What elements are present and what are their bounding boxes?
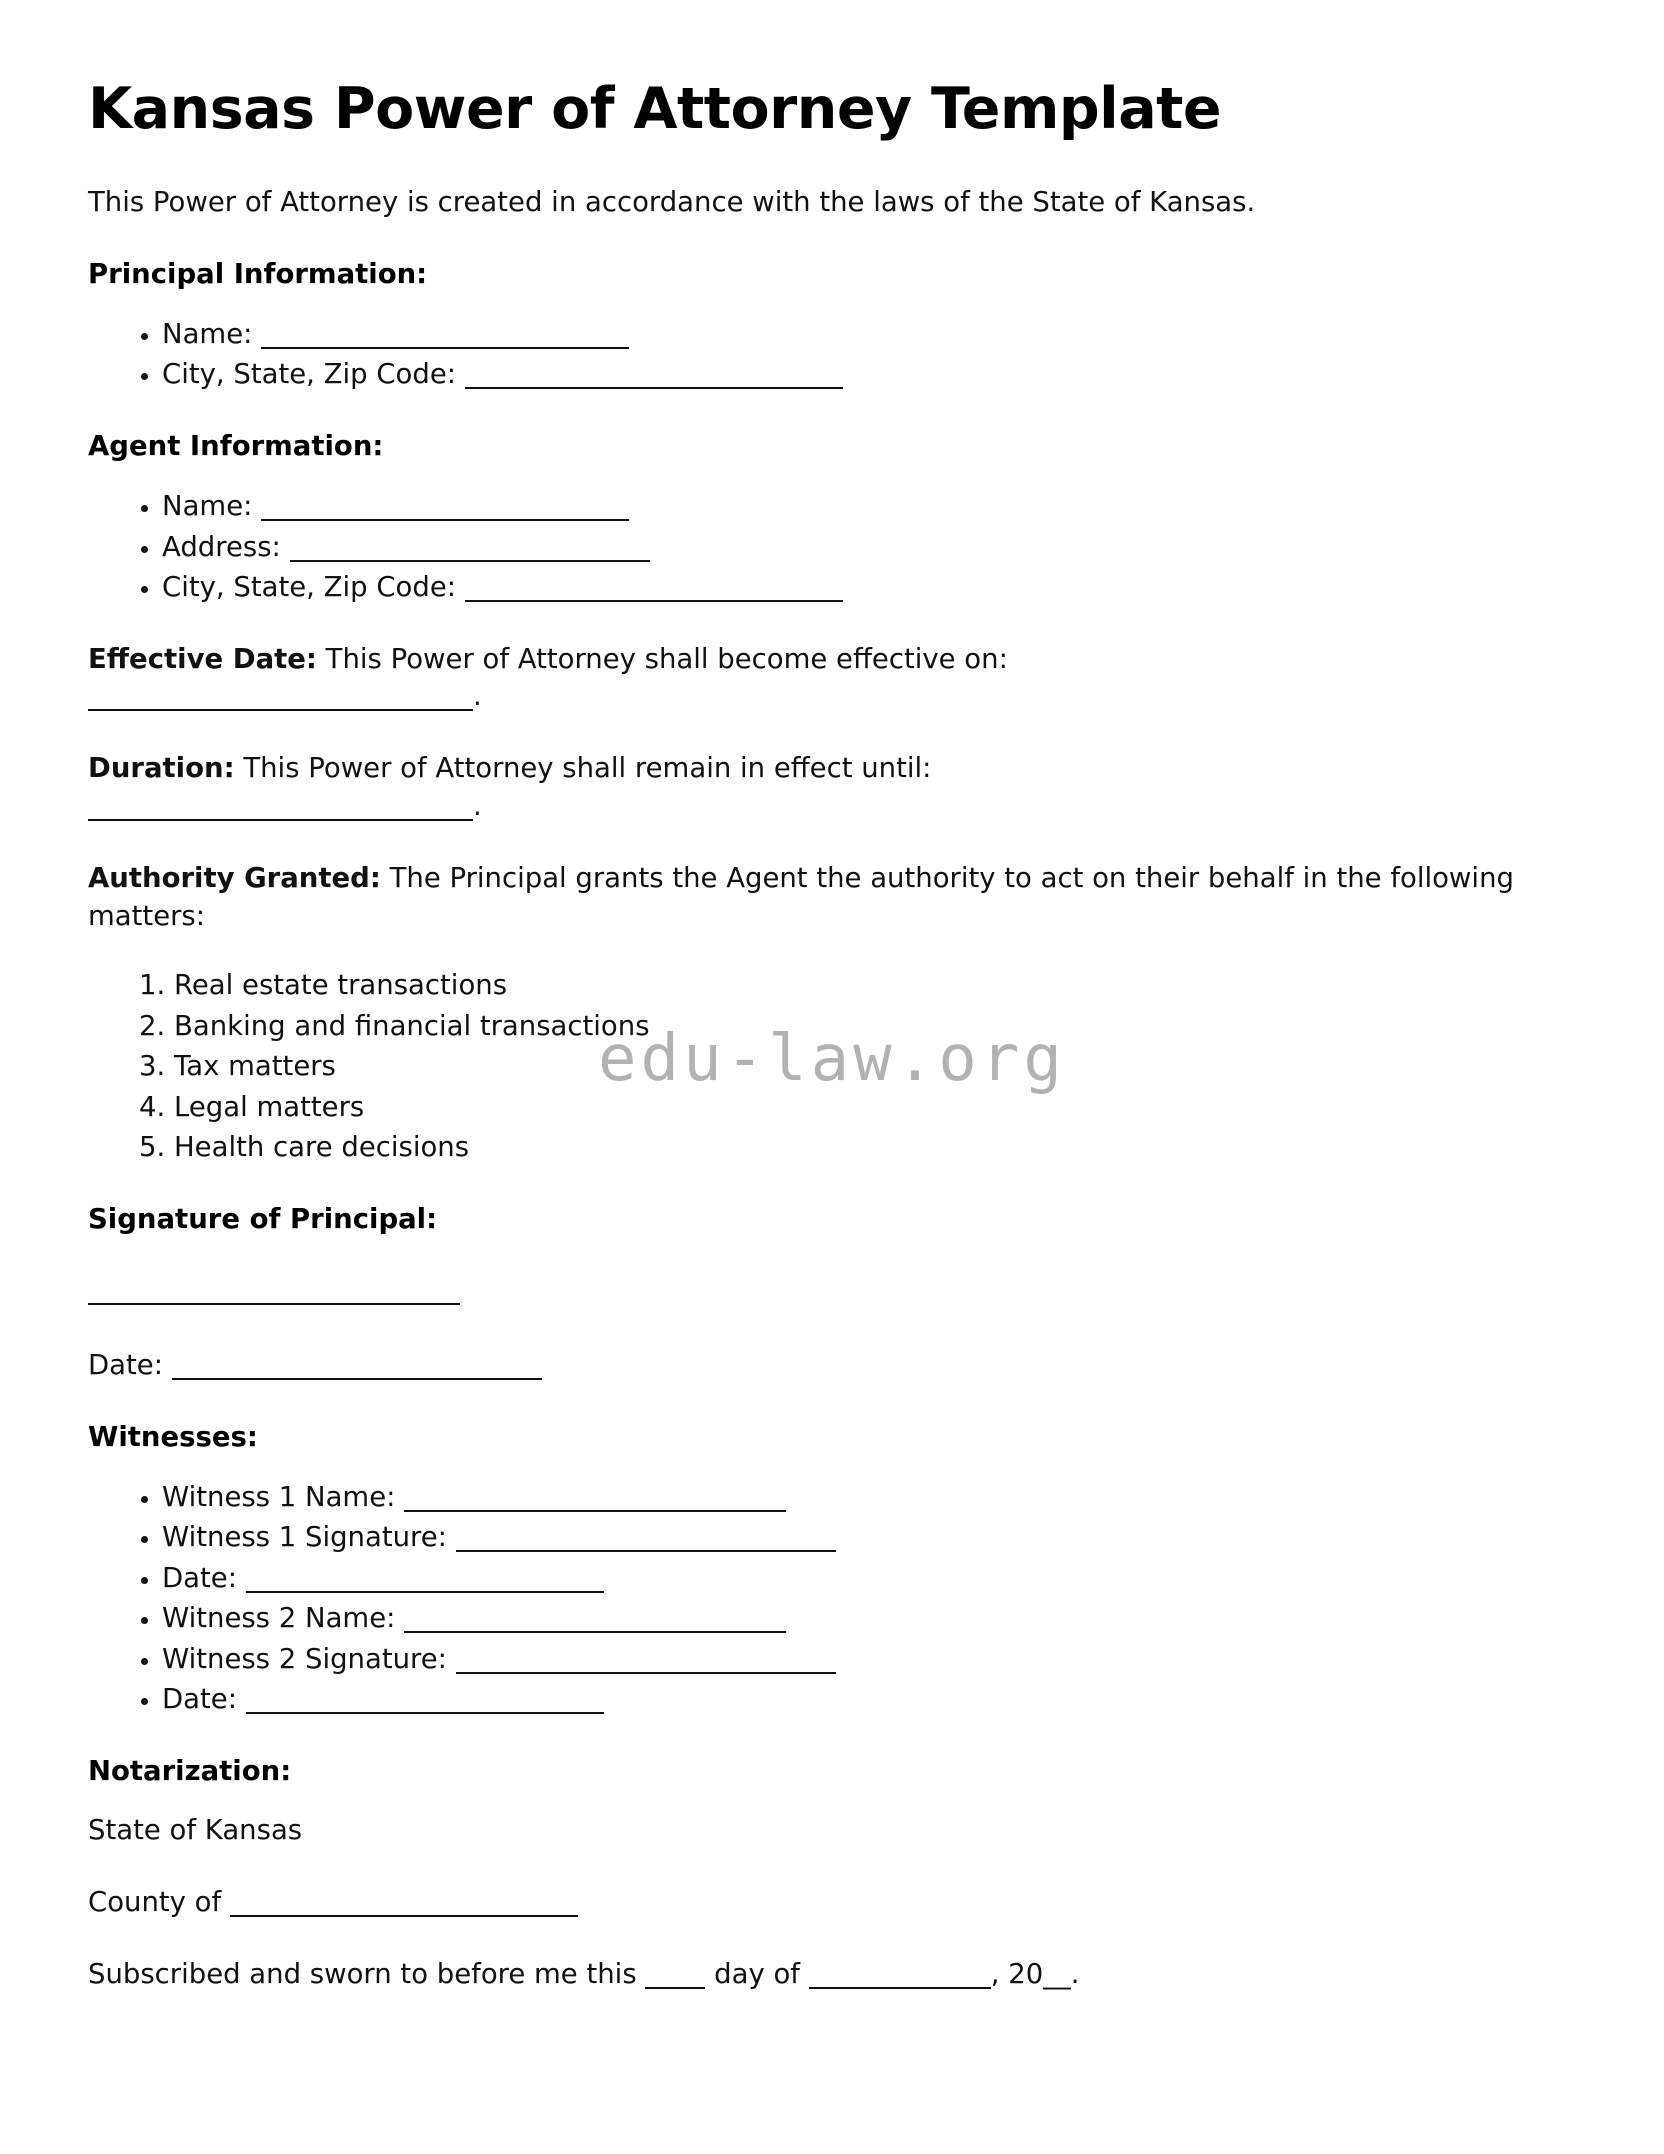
list-item: 5. Health care decisions [174, 1128, 1576, 1167]
list-item [162, 1559, 1576, 1598]
principal-date-blank[interactable] [172, 1358, 542, 1380]
principal-signature-blank[interactable] [88, 1299, 460, 1305]
sworn-mid-text: day of [714, 1957, 800, 1990]
principal-information-list [88, 315, 1576, 394]
notarization-sworn-row [88, 1956, 1576, 1994]
notarization-county-row [88, 1884, 1576, 1922]
field-label: City, State, Zip Code: [162, 571, 457, 604]
effective-date-terminator: . [473, 680, 482, 713]
effective-date-blank[interactable] [88, 689, 473, 711]
agent-city-state-zip-blank[interactable] [465, 580, 843, 602]
list-item [162, 568, 1576, 607]
page-title: Kansas Power of Attorney Template [88, 76, 1222, 142]
list-item [162, 487, 1576, 526]
county-blank[interactable] [230, 1895, 578, 1917]
signature-of-principal-heading: Signature of Principal: [88, 1202, 438, 1235]
field-label: Witness 1 Signature: [162, 1521, 447, 1554]
duration-label: Duration: [88, 752, 235, 785]
witness-2-date-blank[interactable] [246, 1692, 604, 1714]
effective-date-text: This Power of Attorney shall become effective on: [325, 642, 1008, 675]
sworn-prefix-text: Subscribed and sworn to before me this [88, 1957, 637, 1990]
duration-blank[interactable] [88, 799, 473, 821]
sworn-year-text: , 20__. [990, 1957, 1080, 1990]
principal-information-heading: Principal Information: [88, 257, 428, 290]
field-label: Date: [162, 1683, 237, 1716]
agent-information-list [88, 487, 1576, 607]
notarization-state-line: State of Kansas [88, 1813, 303, 1846]
field-label: Date: [162, 1561, 237, 1594]
effective-date-paragraph [88, 641, 1576, 717]
witness-1-date-blank[interactable] [246, 1571, 604, 1593]
authority-granted-list [88, 966, 1576, 1167]
list-item [162, 1478, 1576, 1517]
authority-granted-label: Authority Granted: [88, 862, 381, 895]
principal-date-label: Date: [88, 1348, 163, 1381]
agent-information-heading: Agent Information: [88, 429, 384, 462]
watermark-text: edu-law.org [598, 1022, 1066, 1096]
field-label: Name: [162, 490, 253, 523]
witnesses-heading: Witnesses: [88, 1420, 258, 1453]
effective-date-label: Effective Date: [88, 642, 317, 675]
list-item [162, 355, 1576, 394]
notarization-heading: Notarization: [88, 1754, 292, 1787]
authority-granted-paragraph [88, 860, 1576, 936]
principal-city-state-zip-blank[interactable] [465, 367, 843, 389]
agent-name-blank[interactable] [261, 499, 629, 521]
field-label: Name: [162, 317, 253, 350]
list-item [162, 528, 1576, 567]
sworn-day-blank[interactable] [645, 1967, 705, 1989]
list-item: 3. Tax matters [174, 1047, 1576, 1086]
duration-text: This Power of Attorney shall remain in effect until: [243, 752, 932, 785]
field-label: Witness 2 Signature: [162, 1642, 447, 1675]
list-item [162, 315, 1576, 354]
list-item: 4. Legal matters [174, 1088, 1576, 1127]
field-label: Address: [162, 530, 281, 563]
authority-granted-text: The Principal grants the Agent the authority to act on their behalf in the following matters: [88, 862, 1514, 933]
duration-paragraph [88, 750, 1576, 826]
witnesses-list [88, 1478, 1576, 1719]
principal-date-row [88, 1347, 1576, 1385]
principal-signature-line-block [88, 1290, 1576, 1309]
principal-name-blank[interactable] [261, 327, 629, 349]
field-label: City, State, Zip Code: [162, 358, 457, 391]
agent-address-blank[interactable] [290, 540, 650, 562]
field-label: Witness 1 Name: [162, 1480, 396, 1513]
sworn-month-blank[interactable] [809, 1967, 991, 1989]
witness-1-name-blank[interactable] [404, 1490, 786, 1512]
list-item: 1. Real estate transactions [174, 966, 1576, 1005]
witness-2-signature-blank[interactable] [456, 1652, 836, 1674]
list-item [162, 1599, 1576, 1638]
list-item [162, 1640, 1576, 1679]
intro-paragraph: This Power of Attorney is created in accordance with the laws of the State of Kansas. [88, 185, 1256, 218]
witness-2-name-blank[interactable] [404, 1611, 786, 1633]
list-item: 2. Banking and financial transactions [174, 1007, 1576, 1046]
county-label: County of [88, 1885, 222, 1918]
document-content [88, 78, 1576, 1994]
duration-terminator: . [473, 790, 482, 823]
list-item [162, 1518, 1576, 1557]
list-item [162, 1680, 1576, 1719]
field-label: Witness 2 Name: [162, 1602, 396, 1635]
witness-1-signature-blank[interactable] [456, 1530, 836, 1552]
